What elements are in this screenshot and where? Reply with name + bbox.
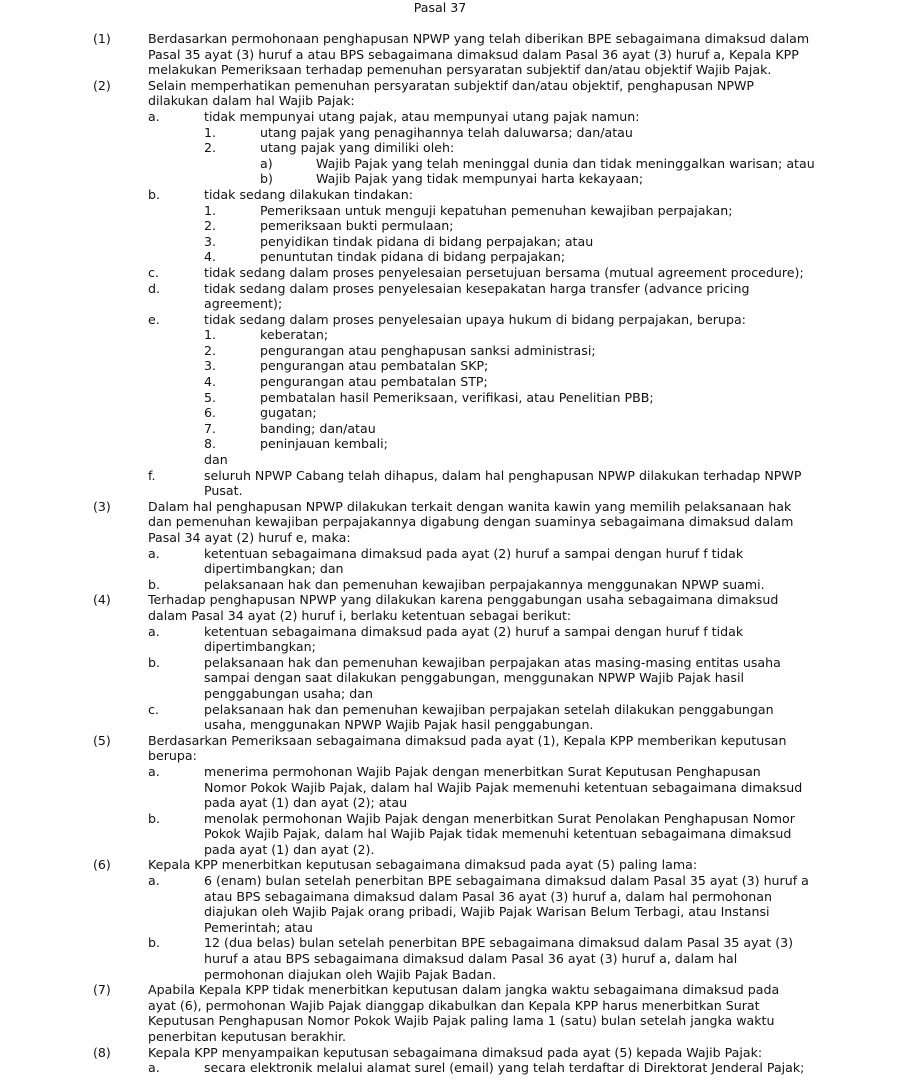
- clause-text: peninjauan kembali;: [260, 436, 388, 452]
- clause-continuation-line: [0, 998, 923, 1014]
- clause-continuation-line: [0, 530, 923, 546]
- clause-line: [0, 343, 923, 359]
- clause-marker: 4.: [204, 249, 217, 265]
- clause-continuation-line: [0, 608, 923, 624]
- clause-text: gugatan;: [260, 405, 317, 421]
- clause-marker: b.: [148, 186, 160, 202]
- clause-marker: (3): [93, 498, 111, 514]
- clause-marker: d.: [148, 280, 160, 296]
- clause-marker: 5.: [204, 389, 217, 405]
- clause-marker: (6): [93, 857, 111, 873]
- clause-line: [0, 935, 923, 951]
- clause-line: [0, 982, 923, 998]
- clause-continuation-line: [0, 717, 923, 733]
- clause-text: Kepala KPP menyampaikan keputusan sebagaimana dimaksud pada ayat (5) kepada Wajib Pajak:: [148, 1044, 763, 1060]
- clause-marker: b.: [148, 810, 160, 826]
- clause-text: utang pajak yang dimiliki oleh:: [260, 140, 455, 156]
- clause-text: penuntutan tindak pidana di bidang perpajakan;: [260, 249, 566, 265]
- clause-continuation-line: [0, 561, 923, 577]
- clause-line: [0, 358, 923, 374]
- clause-text: utang pajak yang penagihannya telah daluwarsa; dan/atau: [260, 124, 633, 140]
- clause-continuation-line: [0, 670, 923, 686]
- clause-marker: 1.: [204, 202, 217, 218]
- clause-line: [0, 31, 923, 47]
- clause-text: ayat (6), permohonan Wajib Pajak dianggap dikabulkan dan Kepala KPP harus menerbitkan Surat: [148, 997, 760, 1013]
- clause-marker: (5): [93, 732, 111, 748]
- clause-line: [0, 873, 923, 889]
- clause-text: Selain memperhatikan pemenuhan persyaratan subjektif dan/atau objektif, penghapusan NPWP: [148, 77, 755, 93]
- clause-marker: a.: [148, 623, 160, 639]
- clause-line: [0, 702, 923, 718]
- clause-text: 6 (enam) bulan setelah penerbitan BPE sebagaimana dimaksud dalam Pasal 35 ayat (3) huruf a: [204, 873, 809, 889]
- clause-text: Berdasarkan permohonaan penghapusan NPWP yang telah diberikan BPE sebagaimana dimaksud dalam: [148, 31, 810, 46]
- clause-line: [0, 78, 923, 94]
- clause-continuation-line: [0, 748, 923, 764]
- clause-text: Nomor Pokok Wajib Pajak, dalam hal Wajib Pajak memenuhi ketentuan sebagaimana dimaksud: [204, 779, 803, 795]
- clause-text: pengurangan atau penghapusan sanksi administrasi;: [260, 342, 596, 358]
- clause-text: keberatan;: [260, 327, 329, 343]
- clause-line: [0, 234, 923, 250]
- clause-marker: b.: [148, 576, 160, 592]
- clause-continuation-line: [0, 826, 923, 842]
- clause-marker: c.: [148, 264, 159, 280]
- clause-marker: (1): [93, 31, 111, 46]
- clause-text: menolak permohonan Wajib Pajak dengan menerbitkan Surat Penolakan Penghapusan Nomor: [204, 810, 795, 826]
- clause-line: [0, 187, 923, 203]
- clause-marker: a.: [148, 763, 160, 779]
- clause-continuation-line: [0, 62, 923, 78]
- clause-line: [0, 764, 923, 780]
- article-title: Pasal 37: [413, 0, 467, 15]
- clause-line: [0, 249, 923, 265]
- clause-text: Berdasarkan Pemeriksaan sebagaimana dimaksud pada ayat (1), Kepala KPP memberikan keputusan: [148, 732, 787, 748]
- clause-text: pelaksanaan hak dan pemenuhan kewajiban perpajakan setelah dilakukan penggabungan: [204, 701, 774, 717]
- clause-marker: a.: [148, 873, 160, 889]
- clause-text: tidak sedang dalam proses penyelesaian kesepakatan harga transfer (advance pricing: [204, 280, 750, 296]
- clause-text: pemeriksaan bukti permulaan;: [260, 218, 454, 234]
- clause-text: diajukan oleh Wajib Pajak orang pribadi, Wajib Pajak Warisan Belum Terbagi, atau Instansi: [204, 904, 770, 920]
- clause-text: 12 (dua belas) bulan setelah penerbitan BPE sebagaimana dimaksud dalam Pasal 35 ayat (3): [204, 935, 794, 951]
- clause-line: [0, 265, 923, 281]
- clause-line: [0, 421, 923, 437]
- clause-continuation-line: [0, 483, 923, 499]
- clause-continuation-line: [0, 842, 923, 858]
- clause-marker: 3.: [204, 358, 217, 374]
- clause-text: melakukan Pemeriksaan terhadap pemenuhan persyaratan subjektif dan/atau objektif Wajib Pajak.: [148, 62, 772, 78]
- clause-line: [0, 125, 923, 141]
- clause-marker: a.: [148, 545, 160, 561]
- clause-text: pembatalan hasil Pemeriksaan, verifikasi, atau Penelitian PBB;: [260, 389, 654, 405]
- clause-line: [0, 436, 923, 452]
- clause-text: seluruh NPWP Cabang telah dihapus, dalam hal penghapusan NPWP dilakukan terhadap NPWP: [204, 467, 802, 483]
- clause-text: pelaksanaan hak dan pemenuhan kewajiban perpajakan atas masing-masing entitas usaha: [204, 654, 781, 670]
- clause-continuation-line: [0, 1029, 923, 1045]
- clause-marker: a.: [148, 1060, 160, 1076]
- clause-marker: (2): [93, 77, 111, 93]
- clause-text: pengurangan atau pembatalan STP;: [260, 374, 488, 390]
- clause-text: usaha, menggunakan NPWP Wajib Pajak hasil penggabungan.: [204, 717, 594, 733]
- clause-text: pada ayat (1) dan ayat (2).: [204, 841, 375, 857]
- clause-text: Wajib Pajak yang tidak mempunyai harta kekayaan;: [316, 171, 644, 187]
- clause-text: dan pemenuhan kewajiban perpajakannya digabung dengan suaminya sebagaimana dimaksud dalam: [148, 514, 794, 530]
- clause-line: [0, 468, 923, 484]
- clause-continuation-line: [0, 951, 923, 967]
- clause-text: atau BPS sebagaimana dimaksud dalam Pasal 36 ayat (3) huruf a, dalam hal permohonan: [204, 888, 772, 904]
- clause-text: penerbitan keputusan berakhir.: [148, 1029, 346, 1044]
- clause-line: [0, 1060, 923, 1076]
- clause-text: pelaksanaan hak dan pemenuhan kewajiban perpajakannya menggunakan NPWP suami.: [204, 576, 765, 592]
- clause-line: [0, 499, 923, 515]
- clause-line: [0, 857, 923, 873]
- clause-line: [0, 140, 923, 156]
- clause-marker: 2.: [204, 218, 217, 234]
- clause-text: penyidikan tindak pidana di bidang perpajakan; atau: [260, 233, 594, 249]
- clause-text: Pemerintah; atau: [204, 919, 313, 935]
- clause-text: penggabungan usaha; dan: [204, 685, 373, 701]
- clause-line: [0, 312, 923, 328]
- clause-marker: e.: [148, 311, 160, 327]
- clause-continuation-line: [0, 686, 923, 702]
- clause-text: tidak sedang dalam proses penyelesaian upaya hukum di bidang perpajakan, berupa:: [204, 311, 746, 327]
- clause-marker: 1.: [204, 124, 217, 140]
- clause-continuation-line: [0, 904, 923, 920]
- clause-continuation-line: [0, 452, 923, 468]
- clause-continuation-line: [0, 780, 923, 796]
- clause-text: permohonan diajukan oleh Wajib Pajak Badan.: [204, 966, 497, 982]
- clause-continuation-line: [0, 1013, 923, 1029]
- clause-text: dipertimbangkan;: [204, 639, 316, 655]
- clause-line: [0, 405, 923, 421]
- clause-text: sampai dengan saat dilakukan penggabungan, menggunakan NPWP Wajib Pajak hasil: [204, 670, 744, 686]
- clause-marker: 6.: [204, 405, 217, 421]
- clause-line: [0, 156, 923, 172]
- clause-marker: b): [260, 171, 273, 187]
- clause-marker: b.: [148, 935, 160, 951]
- clause-line: [0, 655, 923, 671]
- clause-line: [0, 203, 923, 219]
- clause-marker: 1.: [204, 327, 217, 343]
- clause-text: pada ayat (1) dan ayat (2); atau: [204, 795, 408, 811]
- clause-text: dilakukan dalam hal Wajib Pajak:: [148, 93, 355, 109]
- clause-text: Pasal 35 ayat (3) huruf a atau BPS sebagaimana dimaksud dalam Pasal 36 ayat (3) huruf a, Kepala KPP: [148, 46, 799, 62]
- clause-continuation-line: [0, 514, 923, 530]
- clause-text: secara elektronik melalui alamat surel (email) yang telah terdaftar di Direktorat Jenderal Pajak;: [204, 1060, 805, 1076]
- clause-marker: a): [260, 155, 273, 171]
- clause-text: dan: [204, 452, 228, 468]
- clause-text: dipertimbangkan; dan: [204, 561, 344, 577]
- clause-marker: 2.: [204, 140, 217, 156]
- clause-text: banding; dan/atau: [260, 420, 376, 436]
- clause-marker: c.: [148, 701, 159, 717]
- clause-line: [0, 390, 923, 406]
- clause-line: [0, 592, 923, 608]
- clause-text: huruf a atau BPS sebagaimana dimaksud dalam Pasal 36 ayat (3) huruf a, dalam hal: [204, 951, 738, 967]
- clause-line: [0, 109, 923, 125]
- clause-text: berupa:: [148, 748, 197, 764]
- clause-line: [0, 546, 923, 562]
- clause-line: [0, 281, 923, 297]
- clause-text: agreement);: [204, 296, 283, 312]
- clause-line: [0, 1045, 923, 1061]
- clause-marker: 4.: [204, 374, 217, 390]
- clause-text: Terhadap penghapusan NPWP yang dilakukan karena penggabungan usaha sebagaimana dimaksud: [148, 592, 779, 608]
- clause-continuation-line: [0, 47, 923, 63]
- clause-text: ketentuan sebagaimana dimaksud pada ayat (2) huruf a sampai dengan huruf f tidak: [204, 623, 744, 639]
- article-body: [0, 31, 923, 1076]
- clause-line: [0, 733, 923, 749]
- clause-text: tidak sedang dilakukan tindakan:: [204, 186, 413, 202]
- clause-marker: 2.: [204, 342, 217, 358]
- clause-text: Pusat.: [204, 483, 243, 499]
- clause-line: [0, 327, 923, 343]
- clause-text: pengurangan atau pembatalan SKP;: [260, 358, 489, 374]
- clause-continuation-line: [0, 889, 923, 905]
- clause-text: Wajib Pajak yang telah meninggal dunia dan tidak meninggalkan warisan; atau: [316, 155, 815, 171]
- clause-text: dalam Pasal 34 ayat (2) huruf i, berlaku ketentuan sebagai berikut:: [148, 607, 572, 623]
- clause-text: Dalam hal penghapusan NPWP dilakukan terkait dengan wanita kawin yang memilih pelaksanaan hak: [148, 498, 792, 514]
- clause-text: Pasal 34 ayat (2) huruf e, maka:: [148, 530, 351, 545]
- clause-text: Pemeriksaan untuk menguji kepatuhan pemenuhan kewajiban perpajakan;: [260, 202, 733, 218]
- clause-line: [0, 171, 923, 187]
- clause-text: Apabila Kepala KPP tidak menerbitkan keputusan dalam jangka waktu sebagaimana dimaksud pada: [148, 982, 780, 998]
- clause-marker: 8.: [204, 436, 217, 452]
- clause-line: [0, 218, 923, 234]
- clause-text: tidak sedang dalam proses penyelesaian persetujuan bersama (mutual agreement procedure);: [204, 264, 804, 280]
- clause-line: [0, 624, 923, 640]
- clause-text: tidak mempunyai utang pajak, atau mempunyai utang pajak namun:: [204, 108, 640, 124]
- clause-text: Keputusan Penghapusan Nomor Pokok Wajib Pajak paling lama 1 (satu) bulan setelah jangka waktu: [148, 1013, 775, 1029]
- clause-marker: f.: [148, 467, 156, 483]
- clause-marker: (8): [93, 1044, 111, 1060]
- clause-continuation-line: [0, 967, 923, 983]
- clause-marker: 7.: [204, 420, 217, 436]
- clause-marker: b.: [148, 654, 160, 670]
- clause-marker: 3.: [204, 233, 217, 249]
- clause-line: [0, 811, 923, 827]
- clause-line: [0, 577, 923, 593]
- clause-continuation-line: [0, 296, 923, 312]
- clause-marker: (4): [93, 592, 111, 608]
- clause-text: Kepala KPP menerbitkan keputusan sebagaimana dimaksud pada ayat (5) paling lama:: [148, 857, 698, 873]
- clause-continuation-line: [0, 795, 923, 811]
- clause-text: Pokok Wajib Pajak, dalam hal Wajib Pajak tidak memenuhi ketentuan sebagaimana dimaksud: [204, 826, 792, 842]
- clause-continuation-line: [0, 93, 923, 109]
- clause-text: ketentuan sebagaimana dimaksud pada ayat (2) huruf a sampai dengan huruf f tidak: [204, 545, 744, 561]
- clause-text: menerima permohonan Wajib Pajak dengan menerbitkan Surat Keputusan Penghapusan: [204, 763, 761, 779]
- clause-line: [0, 374, 923, 390]
- clause-marker: a.: [148, 108, 160, 124]
- clause-continuation-line: [0, 920, 923, 936]
- clause-marker: (7): [93, 982, 111, 998]
- clause-continuation-line: [0, 639, 923, 655]
